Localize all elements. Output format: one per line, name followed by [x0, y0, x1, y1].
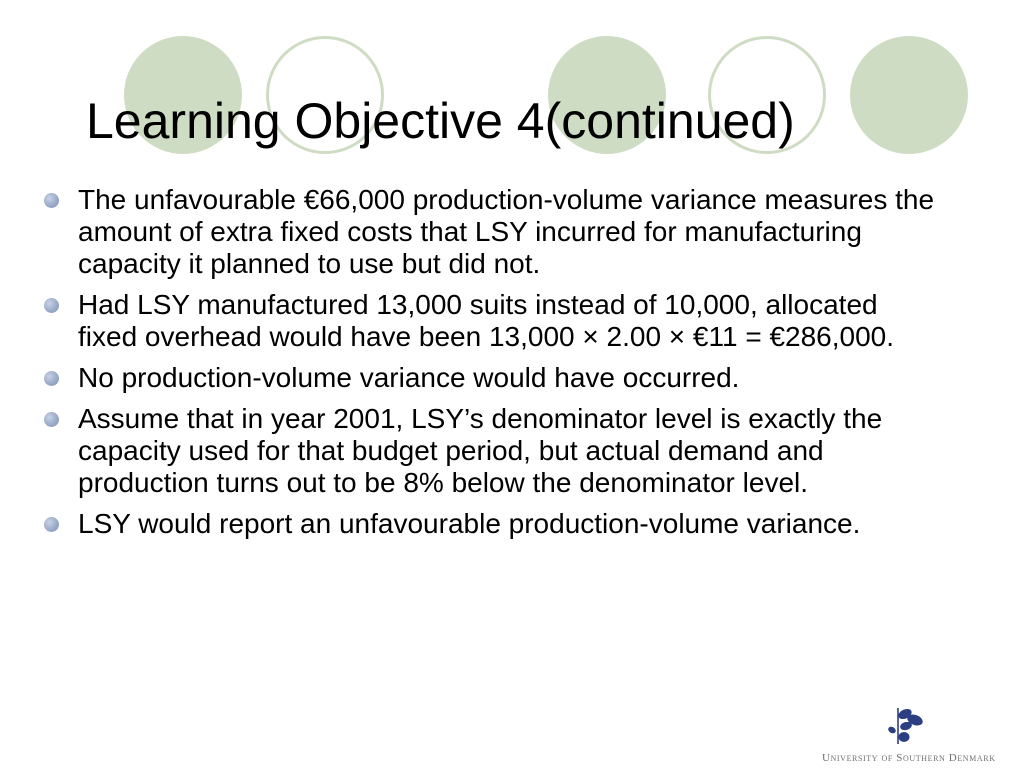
bullet-item	[40, 508, 940, 540]
bullet-dot-icon	[44, 517, 59, 532]
bullet-text: Assume that in year 2001, LSY’s denominator level is exactly the capacity used for that budget period, but actual demand and production turns out to be 8% below the denominator level.	[78, 403, 883, 498]
bullet-dot-icon	[44, 298, 59, 313]
leaf-branch-icon	[888, 704, 928, 746]
bullet-dot-icon	[44, 371, 59, 386]
bullet-item	[40, 184, 940, 280]
bullet-text: No production-volume variance would have occurred.	[78, 362, 740, 393]
university-name: University of Southern Denmark	[822, 752, 996, 764]
bullet-dot-icon	[44, 193, 59, 208]
bullet-item	[40, 289, 940, 353]
bullet-list	[40, 184, 940, 549]
bullet-text: Had LSY manufactured 13,000 suits instead of 10,000, allocated fixed overhead would have been 13,000 × 2.00 × €11 = €286,000.	[78, 289, 895, 352]
decor-circle-5	[850, 36, 968, 154]
bullet-dot-icon	[44, 412, 59, 427]
slide-title: Learning Objective 4(continued)	[86, 93, 795, 149]
bullet-text: The unfavourable €66,000 production-volume variance measures the amount of extra fixed costs that LSY incurred for manufacturing capacity it planned to use but did not.	[78, 184, 935, 279]
bullet-item	[40, 403, 940, 499]
bullet-item	[40, 362, 940, 394]
university-logo	[822, 704, 1012, 764]
bullet-text: LSY would report an unfavourable production-volume variance.	[78, 508, 861, 539]
